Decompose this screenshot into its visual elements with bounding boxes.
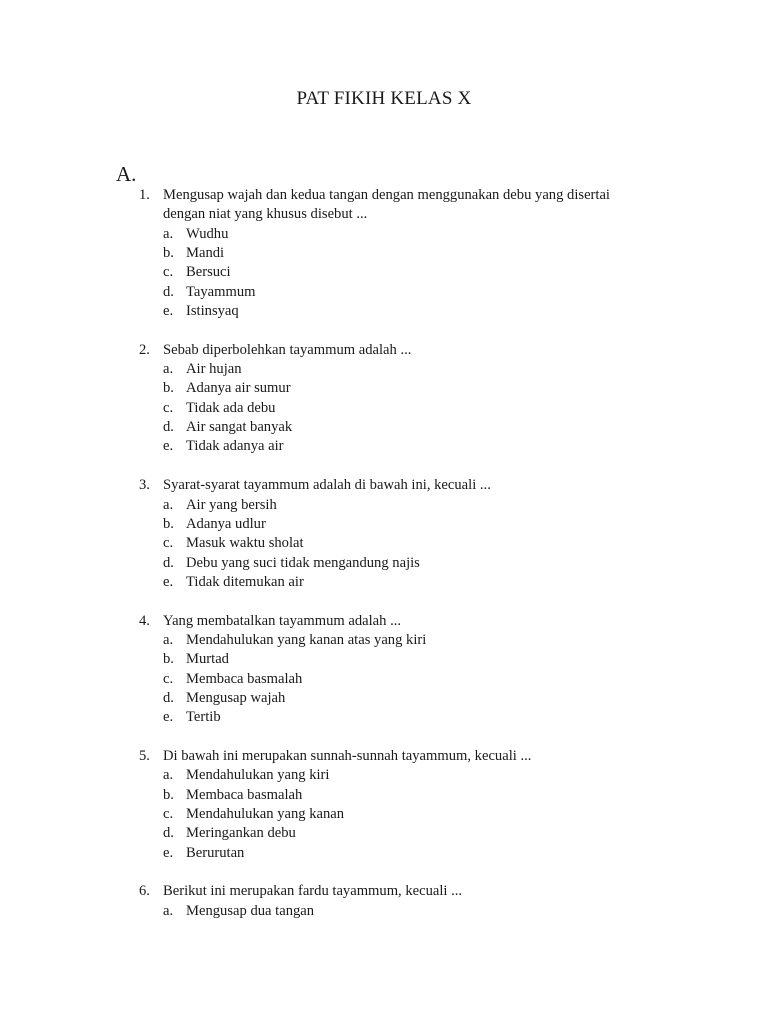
option-letter: b. (163, 245, 174, 262)
question-number: 3. (139, 477, 150, 494)
option-d (0, 283, 768, 302)
option-e (0, 573, 768, 592)
option-b (0, 379, 768, 398)
option-a (0, 902, 768, 921)
option-c (0, 534, 768, 553)
option-letter: d. (163, 825, 174, 842)
question-text: Berikut ini merupakan fardu tayammum, kecuali ... (163, 883, 463, 900)
option-letter: b. (163, 380, 174, 397)
option-d (0, 554, 768, 573)
option-letter: c. (163, 264, 174, 281)
option-text: Mengusap wajah (186, 689, 286, 706)
option-letter: c. (163, 670, 174, 687)
option-e (0, 437, 768, 456)
option-text: Adanya air sumur (186, 380, 291, 397)
question-list (0, 186, 768, 940)
option-text: Tidak adanya air (186, 438, 284, 455)
option-letter: a. (163, 767, 174, 784)
question-2 (0, 341, 768, 457)
option-letter: c. (163, 535, 174, 552)
option-text: Berurutan (186, 844, 245, 861)
question-text: Syarat-syarat tayammum adalah di bawah ini, kecuali ... (163, 477, 491, 494)
option-e (0, 844, 768, 863)
question-stem (0, 882, 768, 901)
option-b (0, 786, 768, 805)
question-stem (0, 186, 768, 225)
question-stem (0, 612, 768, 631)
option-text: Masuk waktu sholat (186, 535, 304, 552)
option-a (0, 631, 768, 650)
option-text: Istinsyaq (186, 303, 239, 320)
option-letter: b. (163, 651, 174, 668)
option-letter: c. (163, 806, 174, 822)
question-number: 6. (139, 883, 150, 900)
option-text: Tertib (186, 709, 221, 726)
option-text: Membaca basmalah (186, 670, 303, 687)
question-text: Di bawah ini merupakan sunnah-sunnah tayammum, kecuali ... (163, 747, 532, 764)
question-6 (0, 882, 768, 921)
option-letter: a. (163, 902, 174, 919)
option-letter: d. (163, 689, 174, 706)
option-d (0, 689, 768, 708)
question-1 (0, 186, 768, 321)
option-text: Murtad (186, 651, 229, 668)
question-number: 2. (139, 341, 150, 358)
question-3 (0, 476, 768, 592)
option-a (0, 360, 768, 379)
option-text: Air sangat banyak (186, 419, 293, 436)
option-letter: d. (163, 554, 174, 571)
option-letter: b. (163, 515, 174, 532)
option-letter: a. (163, 225, 174, 242)
option-text: Adanya udlur (186, 515, 266, 532)
section-label: A. (116, 162, 137, 186)
option-text: Mandi (186, 245, 225, 262)
option-text: Tidak ditemukan air (186, 573, 304, 590)
question-number: 4. (139, 612, 150, 629)
option-a (0, 496, 768, 515)
option-letter: d. (163, 283, 174, 300)
option-text: Mengusap dua tangan (186, 902, 315, 919)
option-text: Debu yang suci tidak mengandung najis (186, 554, 420, 571)
question-number: 5. (139, 747, 150, 764)
question-number: 1. (139, 187, 150, 203)
option-letter: d. (163, 419, 174, 436)
option-text: Mendahulukan yang kanan (186, 806, 345, 822)
option-d (0, 418, 768, 437)
question-text: Mengusap wajah dan kedua tangan dengan menggunakan debu yang disertai dengan niat yang khusus disebut ... (163, 187, 610, 223)
option-text: Bersuci (186, 264, 231, 281)
option-c (0, 399, 768, 418)
option-letter: e. (163, 709, 174, 726)
option-text: Air yang bersih (186, 496, 277, 513)
option-letter: a. (163, 361, 174, 378)
option-letter: e. (163, 438, 174, 455)
option-letter: b. (163, 786, 174, 803)
option-text: Meringankan debu (186, 825, 296, 842)
option-text: Membaca basmalah (186, 786, 303, 803)
option-letter: a. (163, 631, 174, 648)
option-letter: e. (163, 573, 174, 590)
option-a (0, 766, 768, 785)
option-text: Mendahulukan yang kiri (186, 767, 330, 784)
option-text: Air hujan (186, 361, 242, 378)
option-b (0, 650, 768, 669)
question-stem (0, 476, 768, 495)
option-d (0, 824, 768, 843)
option-c (0, 263, 768, 282)
option-e (0, 302, 768, 321)
option-text: Tayammum (186, 283, 256, 300)
question-text: Yang membatalkan tayammum adalah ... (163, 612, 402, 629)
question-stem (0, 341, 768, 360)
option-text: Wudhu (186, 225, 229, 242)
question-text: Sebab diperbolehkan tayammum adalah ... (163, 341, 412, 358)
question-5 (0, 747, 768, 863)
option-b (0, 244, 768, 263)
option-letter: e. (163, 844, 174, 861)
option-c (0, 670, 768, 689)
option-b (0, 515, 768, 534)
option-letter: c. (163, 399, 174, 416)
question-4 (0, 612, 768, 728)
option-a (0, 225, 768, 244)
option-text: Tidak ada debu (186, 399, 276, 416)
option-e (0, 708, 768, 727)
question-stem (0, 747, 768, 766)
document-title: PAT FIKIH KELAS X (296, 88, 472, 109)
option-c (0, 805, 768, 824)
option-text: Mendahulukan yang kanan atas yang kiri (186, 631, 427, 648)
option-letter: e. (163, 303, 174, 320)
option-letter: a. (163, 496, 174, 513)
